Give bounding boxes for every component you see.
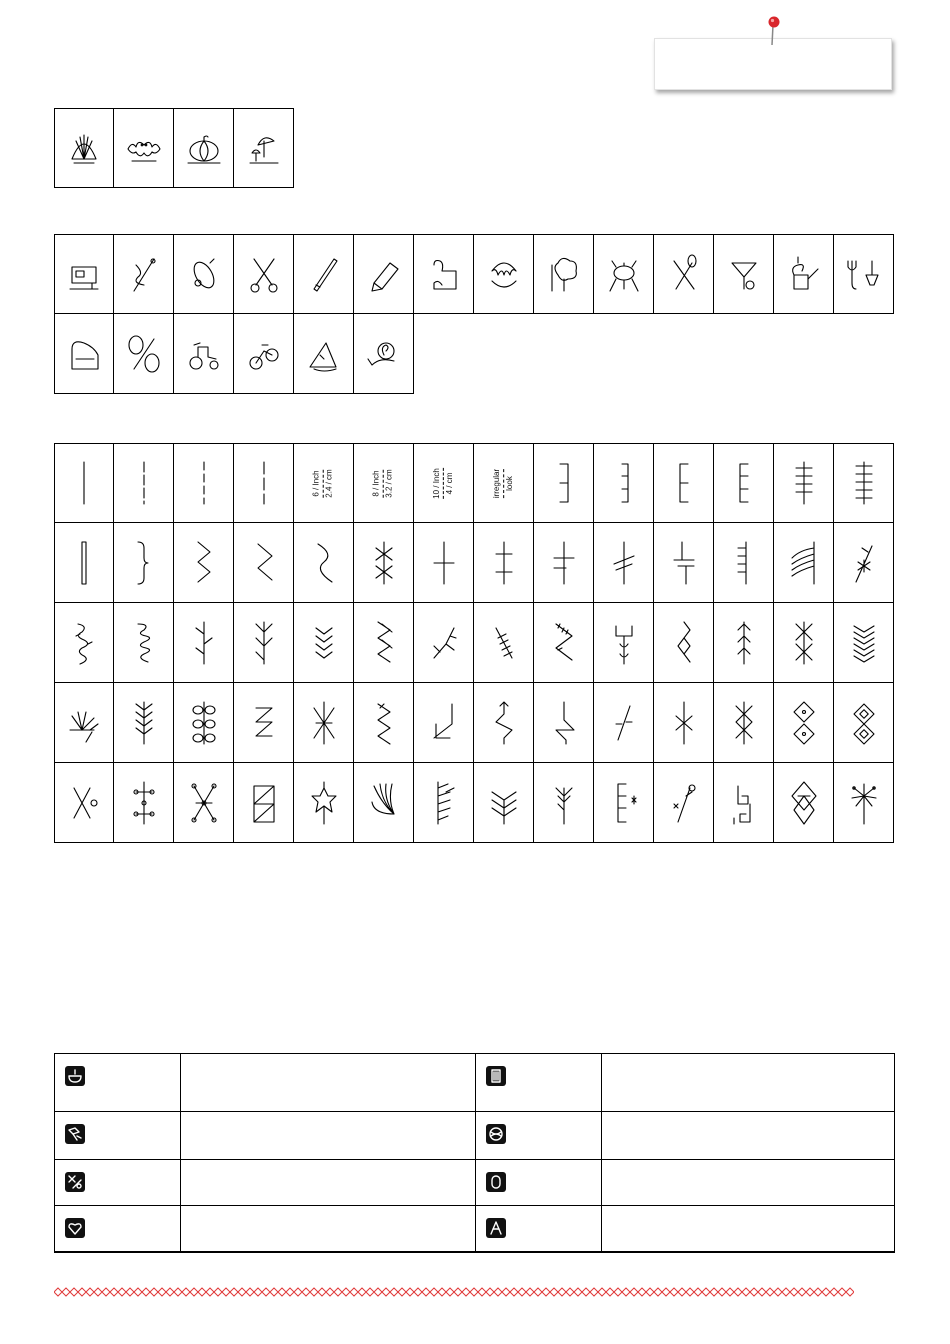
stitch-cell <box>534 234 594 314</box>
stitch-cell <box>834 234 894 314</box>
stitch-density-label-line1: 6 / Inch <box>311 469 321 497</box>
stitch-cell <box>414 763 474 843</box>
snowflake-stitch-icon <box>184 774 224 832</box>
blanket-stitch-icon <box>544 454 584 512</box>
stitch-density-label-line2: 3.2 / cm <box>384 468 394 498</box>
stitch-cell <box>114 234 174 314</box>
stitch-cell <box>654 523 714 603</box>
stitch-cell <box>114 763 174 843</box>
star-stitch-icon <box>304 774 344 832</box>
stitch-cell <box>534 443 594 523</box>
stitch-cell <box>714 763 774 843</box>
pushpin-icon <box>766 15 782 47</box>
stitch-density-label <box>372 469 395 497</box>
stitch-cell <box>234 234 294 314</box>
stitch-cell <box>414 683 474 763</box>
stitch-cell <box>234 108 294 188</box>
basin-icon <box>65 1066 85 1086</box>
firework-stitch-icon <box>844 774 884 832</box>
sailboat-motif-icon <box>304 325 344 383</box>
bicycle-motif-icon <box>244 325 284 383</box>
stitch-cell <box>54 234 114 314</box>
cross-stitch-scissors-icon <box>65 1172 85 1192</box>
satin-column-icon <box>64 534 104 592</box>
quilt-stitch-grid <box>54 443 894 843</box>
paintbrush-motif-icon <box>304 245 344 303</box>
stitch-cell <box>294 683 354 763</box>
yarn-ball-icon <box>486 1124 506 1144</box>
flower-stem-stitch-icon <box>664 774 704 832</box>
stitch-cell <box>174 603 234 683</box>
stitch-cell <box>654 763 714 843</box>
safety-pin-motif-icon <box>184 245 224 303</box>
greek-key-stitch-icon <box>724 774 764 832</box>
cross-chain-stitch-icon <box>784 614 824 672</box>
stitch-cell <box>354 443 414 523</box>
heart-icon <box>65 1218 85 1238</box>
stitch-cell <box>714 443 774 523</box>
feather-bar-icon <box>784 454 824 512</box>
sheaf-stitch-icon <box>724 694 764 752</box>
fan-stitch-icon <box>784 534 824 592</box>
stitch-cell <box>654 603 714 683</box>
stitch-cell <box>234 763 294 843</box>
piano-motif-icon <box>64 325 104 383</box>
stitch-cell <box>174 523 234 603</box>
stitch-cell <box>174 683 234 763</box>
asterisk-stitch-icon <box>664 694 704 752</box>
legend-table <box>54 1053 895 1253</box>
needle-thread-motif-icon <box>124 245 164 303</box>
stitch-cell <box>354 603 414 683</box>
seasonal-motif-grid <box>54 108 294 188</box>
stitch-cell <box>594 523 654 603</box>
stitch-cell <box>414 603 474 683</box>
diamond-lattice-stitch-icon <box>784 774 824 832</box>
bead-bar-stitch-icon <box>124 774 164 832</box>
garden-tools-motif-icon <box>844 245 884 303</box>
slant-bar-stitch-icon <box>604 534 644 592</box>
stitch-cell <box>414 443 474 523</box>
bat-motif-icon <box>124 119 164 177</box>
stitch-cell <box>174 763 234 843</box>
pencil-motif-icon <box>364 245 404 303</box>
snail-motif-icon <box>364 325 404 383</box>
zigzag-stitch-icon <box>184 534 224 592</box>
stitch-cell <box>114 108 174 188</box>
stitch-density-label-line2: 2.4 / cm <box>324 468 334 498</box>
dashed-stitch-wide-icon <box>244 454 284 512</box>
x-chain-stitch-icon <box>304 694 344 752</box>
serpentine-stitch-icon <box>364 694 404 752</box>
croissant-motif-icon <box>484 245 524 303</box>
stitch-cell <box>234 683 294 763</box>
stitch-cell <box>174 234 234 314</box>
dashed-stitch-icon <box>124 454 164 512</box>
candle-stitch-icon <box>604 614 644 672</box>
bracket-stitch-icon <box>124 534 164 592</box>
stitch-cell <box>714 683 774 763</box>
stitch-cell <box>54 523 114 603</box>
stitch-cell <box>294 763 354 843</box>
stitch-cell <box>834 443 894 523</box>
stitch-cell <box>414 523 474 603</box>
stitch-density-label <box>432 468 455 499</box>
stitch-density-label-line1: irregular <box>492 468 501 498</box>
pumpkin-motif-icon <box>184 119 224 177</box>
fan-curve-stitch-icon <box>364 774 404 832</box>
stitch-cell <box>294 314 354 394</box>
stitch-cell <box>114 603 174 683</box>
butterfly-motif-icon <box>124 325 164 383</box>
stitch-cell <box>54 108 114 188</box>
stitch-cell <box>54 763 114 843</box>
stitch-density-label-line2: 4 / cm <box>445 472 454 494</box>
stitch-cell <box>534 603 594 683</box>
stitch-cell <box>594 603 654 683</box>
stitch-cell <box>54 603 114 683</box>
stipple-stitch-icon <box>124 614 164 672</box>
stitch-cell <box>594 443 654 523</box>
feather-bar-2-icon <box>844 454 884 512</box>
tube-icon <box>486 1066 506 1086</box>
stitch-cell <box>654 234 714 314</box>
stitch-cell <box>534 763 594 843</box>
branch-stitch-2-icon <box>244 614 284 672</box>
wheat-stitch-icon <box>544 774 584 832</box>
stitch-cell <box>834 683 894 763</box>
diamond-star-stitch-icon <box>784 694 824 752</box>
stitch-cell <box>114 523 174 603</box>
stitch-cell <box>174 443 234 523</box>
stitch-cell <box>474 234 534 314</box>
hobby-motif-grid <box>54 234 894 394</box>
twig-stitch-icon <box>424 614 464 672</box>
ladder-branch-stitch-icon <box>424 774 464 832</box>
loop-chain-stitch-icon <box>184 694 224 752</box>
letter-motif-icon <box>424 245 464 303</box>
branch-stitch-icon <box>184 614 224 672</box>
feather-stitch-icon <box>484 614 524 672</box>
stitch-cell <box>474 763 534 843</box>
stitch-cell <box>654 443 714 523</box>
stitch-cell <box>774 683 834 763</box>
corner-stitch-icon <box>424 694 464 752</box>
stitch-density-label <box>492 468 515 497</box>
stitch-density-label-line1: 8 / Inch <box>371 469 381 497</box>
stitch-cell <box>834 763 894 843</box>
grill-motif-icon <box>604 245 644 303</box>
stitch-cell <box>774 234 834 314</box>
arrow-zigzag-stitch-icon <box>484 694 524 752</box>
legend-column-divider <box>180 1054 181 1252</box>
stitch-cell <box>774 763 834 843</box>
stitch-cell <box>594 683 654 763</box>
stitch-cell <box>354 314 414 394</box>
watering-can-motif-icon <box>784 245 824 303</box>
double-plus-stitch-icon <box>484 534 524 592</box>
arrow-branch-stitch-icon <box>724 614 764 672</box>
stitch-cell <box>114 314 174 394</box>
meander-stitch-icon <box>64 614 104 672</box>
stitch-cell <box>774 443 834 523</box>
step-bar-stitch-icon <box>664 534 704 592</box>
sewing-machine-motif-icon <box>64 245 104 303</box>
stitch-cell <box>414 234 474 314</box>
tree-motif-icon <box>544 245 584 303</box>
zigzag-fringe-stitch-icon <box>544 614 584 672</box>
chevron-stitch-icon <box>304 614 344 672</box>
letter-a-icon <box>486 1218 506 1238</box>
double-zigzag-stitch-icon <box>364 614 404 672</box>
zigzag-stitch-2-icon <box>244 534 284 592</box>
hourglass-stitch-icon <box>244 774 284 832</box>
mushroom-motif-icon <box>244 119 284 177</box>
fern-stitch-icon <box>124 694 164 752</box>
dashed-stitch-long-icon <box>184 454 224 512</box>
stitch-cell <box>594 234 654 314</box>
comb-stitch-icon <box>724 534 764 592</box>
buttonhole-icon <box>486 1172 506 1192</box>
plus-stitch-icon <box>424 534 464 592</box>
stitch-cell <box>294 523 354 603</box>
stitch-cell <box>294 603 354 683</box>
stitch-cell <box>174 108 234 188</box>
straight-stitch-icon <box>64 454 104 512</box>
stitch-cell <box>714 523 774 603</box>
stitch-cell <box>54 443 114 523</box>
cutlery-motif-icon <box>664 245 704 303</box>
stitch-cell <box>474 683 534 763</box>
stitch-cell <box>774 523 834 603</box>
stitch-cell <box>654 683 714 763</box>
plus-stitch-2-icon <box>544 534 584 592</box>
stitch-cell <box>474 443 534 523</box>
stitch-cell <box>114 683 174 763</box>
lightning-stitch-icon <box>544 694 584 752</box>
stitch-cell <box>474 523 534 603</box>
stitch-cell <box>54 314 114 394</box>
legend-column-divider <box>601 1054 602 1252</box>
stitch-cell <box>54 683 114 763</box>
stitch-cell <box>234 603 294 683</box>
stitch-cell <box>234 523 294 603</box>
x-loop-stitch-icon <box>64 774 104 832</box>
stitch-cell <box>234 443 294 523</box>
scissors-motif-icon <box>244 245 284 303</box>
stitch-cell <box>354 763 414 843</box>
cross-stitch-icon <box>364 534 404 592</box>
stitch-cell <box>354 523 414 603</box>
stitch-density-label-line2: look <box>505 475 514 491</box>
stitch-cell <box>834 603 894 683</box>
stitch-cell <box>594 763 654 843</box>
stitch-cell <box>714 234 774 314</box>
comb-star-stitch-icon <box>604 774 644 832</box>
chevron-stack-stitch-icon <box>844 614 884 672</box>
stitch-cell <box>834 523 894 603</box>
child-kite-icon <box>65 1124 85 1144</box>
diamond-chain-stitch-icon <box>664 614 704 672</box>
stitch-cell <box>294 234 354 314</box>
blanket-stitch-narrow-icon <box>604 454 644 512</box>
stitch-cell <box>294 443 354 523</box>
stitch-cell <box>234 314 294 394</box>
star-branch-stitch-icon <box>844 534 884 592</box>
double-diamond-stitch-icon <box>844 694 884 752</box>
legend-column-divider <box>475 1054 476 1252</box>
grass-fan-stitch-icon <box>64 694 104 752</box>
stitch-cell <box>774 603 834 683</box>
blanket-stitch-left-2-icon <box>724 454 764 512</box>
stitch-cell <box>474 603 534 683</box>
stitch-cell <box>354 683 414 763</box>
decorative-zigzag-border <box>54 1287 854 1297</box>
stitch-cell <box>174 314 234 394</box>
arrowhead-stitch-icon <box>484 774 524 832</box>
slash-stitch-icon <box>604 694 644 752</box>
stitch-density-label-line1: 10 / Inch <box>432 467 441 499</box>
stitch-cell <box>714 603 774 683</box>
stitch-cell <box>354 234 414 314</box>
wave-stitch-icon <box>304 534 344 592</box>
seashell-motif-icon <box>64 119 104 177</box>
blanket-stitch-left-icon <box>664 454 704 512</box>
tractor-motif-icon <box>184 325 224 383</box>
stitch-cell <box>534 683 594 763</box>
stitch-density-label <box>312 469 335 497</box>
w-stitch-icon <box>244 694 284 752</box>
stitch-cell <box>114 443 174 523</box>
glass-motif-icon <box>724 245 764 303</box>
stitch-cell <box>534 523 594 603</box>
